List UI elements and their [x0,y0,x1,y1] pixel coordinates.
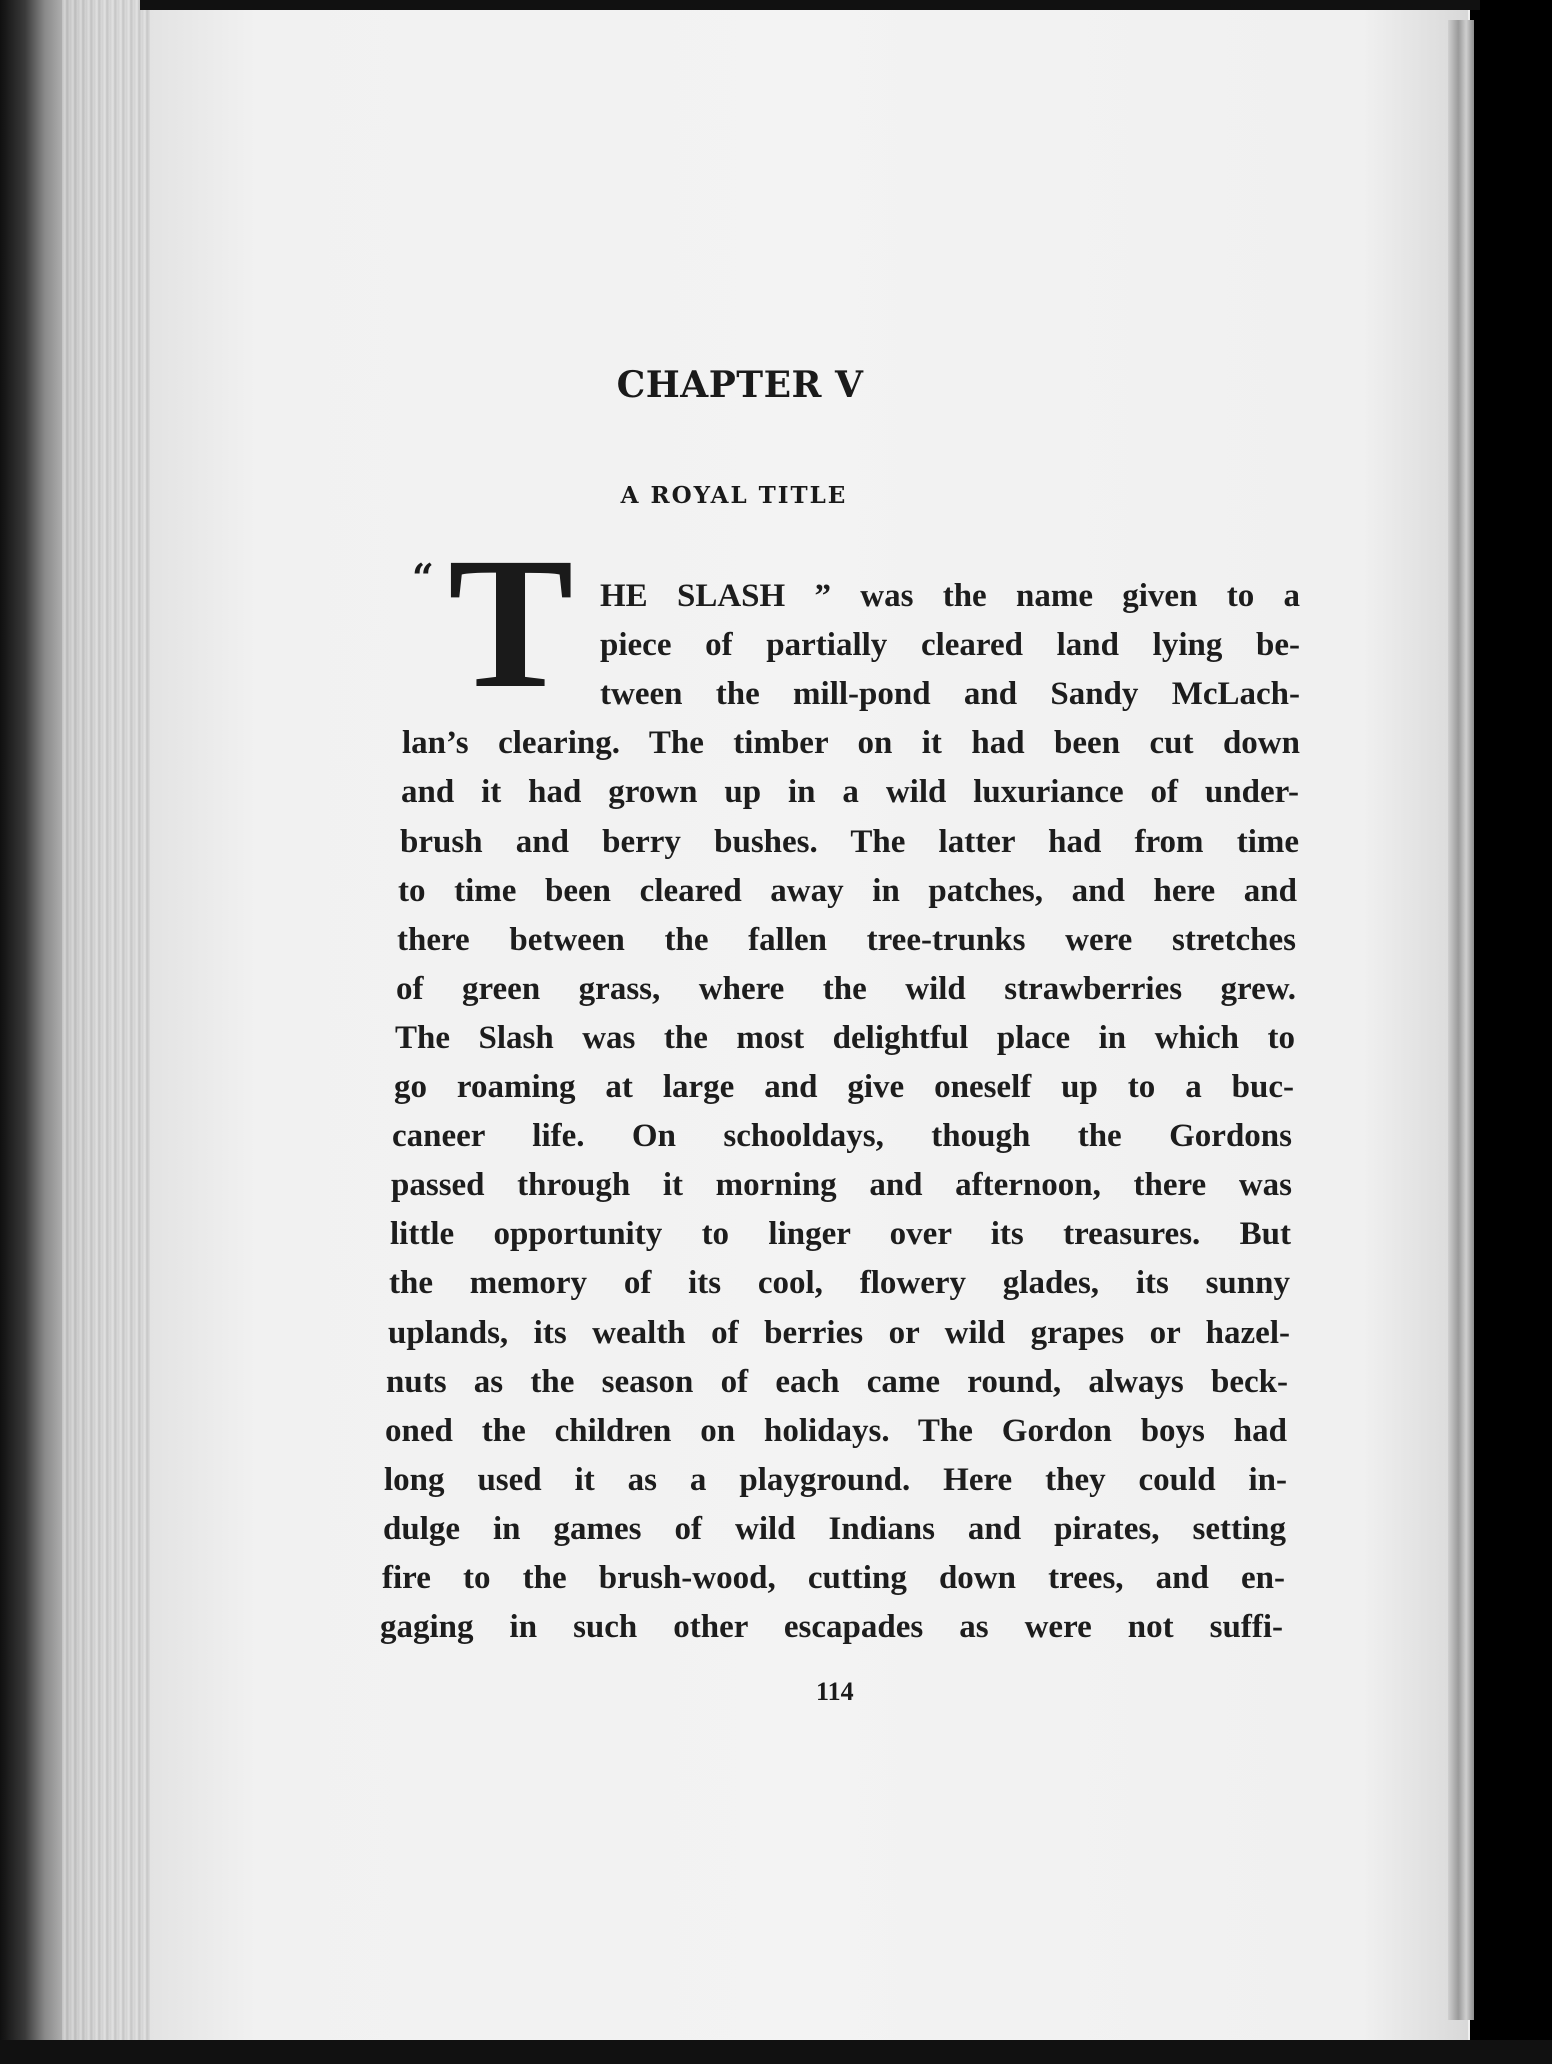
text-line: there between the fallen tree-trunks were stretches [397,922,1296,958]
drop-cap: T [448,518,574,727]
opening-quote-mark: “ [412,555,434,600]
text-line: piece of partially cleared land lying be- [600,627,1300,663]
text-line: and it had grown up in a wild luxuriance of under- [401,774,1299,810]
text-line: passed through it morning and afternoon, there was [391,1167,1292,1203]
text-line: lan’s clearing. The timber on it had been cut down [402,725,1300,761]
text-line: go roaming at large and give oneself up to a buc- [394,1069,1294,1105]
text-line: nuts as the season of each came round, always beck- [386,1364,1288,1400]
text-line: brush and berry bushes. The latter had from time [400,824,1299,860]
text-line: gaging in such other escapades as were not suffi- [380,1609,1283,1645]
text-line: uplands, its wealth of berries or wild grapes or hazel- [388,1315,1290,1351]
text-line: tween the mill-pond and Sandy McLach- [600,676,1300,712]
text-line: fire to the brush-wood, cutting down trees, and en- [382,1560,1285,1596]
text-line: long used it as a playground. Here they could in- [384,1462,1287,1498]
text-line: oned the children on holidays. The Gordon boys had [385,1413,1287,1449]
page-number: 114 [816,1677,854,1706]
chapter-subtitle-text: A ROYAL TITLE [620,482,848,509]
scan-border-bottom [0,2040,1552,2064]
next-page-edge [1448,20,1474,2020]
text-line: HE SLASH ” was the name given to a [600,578,1300,614]
text-line: The Slash was the most delightful place in which to [395,1020,1295,1056]
text-line: to time been cleared away in patches, and here and [398,873,1297,909]
text-line: dulge in games of wild Indians and pirates, setting [383,1511,1286,1547]
text-line: caneer life. On schooldays, though the Gordons [392,1118,1292,1154]
text-line: of green grass, where the wild strawberries grew. [396,971,1296,1007]
text-line: little opportunity to linger over its treasures. But [390,1216,1291,1252]
page-edges [62,0,160,2064]
text-line: the memory of its cool, flowery glades, its sunny [389,1265,1290,1301]
chapter-heading-text: CHAPTER V [616,364,864,406]
scan-border-top [140,0,1480,10]
